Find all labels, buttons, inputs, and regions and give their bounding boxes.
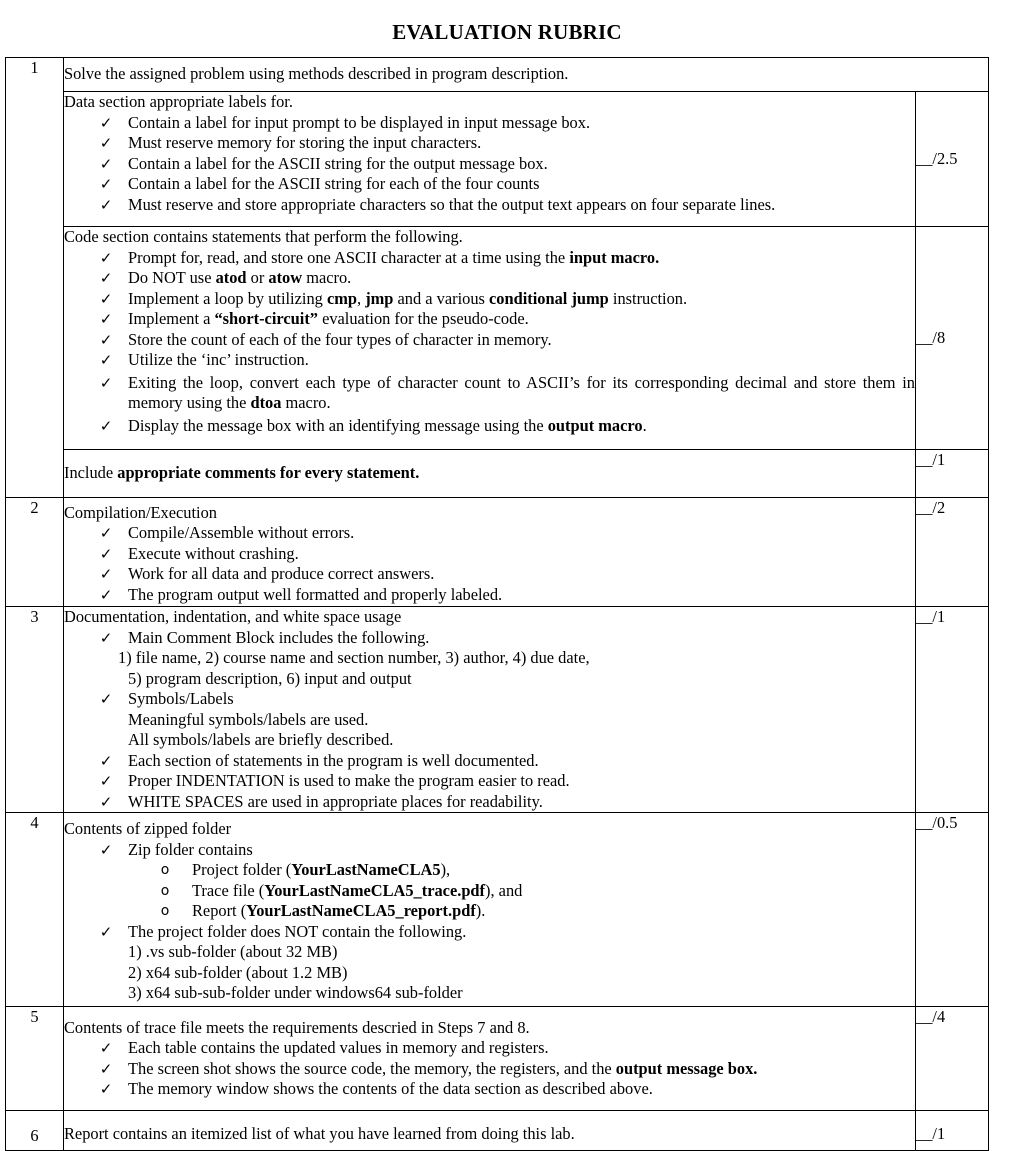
check-icon: ✓ — [99, 195, 113, 214]
score-zip-folder: __/0.5 — [916, 813, 989, 1007]
checklist-item: ✓ Contain a label for the ASCII string for the output message box. — [64, 154, 915, 175]
checklist-item: ✓ WHITE SPACES are used in appropriate places for readability. — [64, 792, 915, 813]
excluded-folder-item: 2) x64 sub-folder (about 1.2 MB) — [128, 962, 348, 982]
score-compilation: __/2 — [916, 498, 989, 607]
circle-bullet-icon: o — [160, 903, 170, 919]
check-icon: ✓ — [99, 134, 113, 152]
checklist-item: ✓ Main Comment Block includes the following. — [64, 628, 915, 649]
check-icon: ✓ — [99, 772, 113, 790]
symbols-detail: Meaningful symbols/labels are used. — [128, 709, 369, 729]
checklist-item: ✓ Zip folder contains — [64, 840, 915, 861]
checklist-item: ✓ Prompt for, read, and store one ASCII character at a time using the input macro. — [64, 248, 915, 269]
check-icon: ✓ — [99, 175, 113, 193]
zip-heading: Contents of zipped folder — [64, 819, 232, 838]
zip-content-item: o Trace file (YourLastNameCLA5_trace.pdf), and — [64, 881, 915, 902]
score-code-section: __/8 — [916, 227, 989, 450]
zip-content-item: o Report (YourLastNameCLA5_report.pdf). — [64, 901, 915, 922]
check-icon: ✓ — [99, 351, 113, 369]
section-number-1: 1 — [6, 58, 64, 498]
intro-text: Solve the assigned problem using methods described in program description. — [64, 58, 989, 92]
rubric-table — [5, 57, 989, 1151]
checklist-item: ✓ Compile/Assemble without errors. — [64, 523, 915, 544]
zip-content-item: o Project folder (YourLastNameCLA5), — [64, 860, 915, 881]
excluded-folder-item: 3) x64 sub-sub-folder under windows64 sub-folder — [128, 983, 463, 1002]
excluded-folder-item: 1) .vs sub-folder (about 32 MB) — [128, 942, 338, 961]
rubric-row-4 — [6, 813, 989, 1007]
score-documentation: __/1 — [916, 607, 989, 813]
data-section-heading: Data section appropriate labels for. — [64, 92, 293, 111]
checklist-item: ✓ Utilize the ‘inc’ instruction. — [64, 350, 915, 371]
checklist-item: ✓ Each section of statements in the program is well documented. — [64, 751, 915, 772]
section-number-4: 4 — [6, 813, 64, 1007]
check-icon: ✓ — [99, 1080, 113, 1098]
data-section-criteria — [64, 92, 916, 227]
score-data-section: __/2.5 — [916, 92, 989, 227]
check-icon: ✓ — [99, 310, 113, 328]
checklist-item: ✓ Work for all data and produce correct answers. — [64, 564, 915, 585]
check-icon: ✓ — [99, 154, 113, 173]
checklist-item: ✓ Must reserve and store appropriate characters so that the output text appears on four separate lines. — [64, 195, 915, 216]
trace-heading: Contents of trace file meets the requirements descried in Steps 7 and 8. — [64, 1017, 530, 1037]
main-block-detail: 1) file name, 2) course name and section number, 3) author, 4) due date, — [118, 648, 590, 667]
checklist-item: ✓ Exiting the loop, convert each type of character count to ASCII’s for its corresponding decimal and store them in memory using the dtoa macro. — [64, 371, 915, 416]
checklist-item: ✓ The project folder does NOT contain the following. — [64, 922, 915, 943]
check-icon: ✓ — [99, 248, 113, 267]
checklist-item: ✓ Must reserve memory for storing the input characters. — [64, 133, 915, 154]
section-number-6: 6 — [6, 1111, 64, 1151]
checklist-item: ✓ Contain a label for the ASCII string for each of the four counts — [64, 174, 915, 195]
rubric-row-2 — [6, 498, 989, 607]
checklist-item: ✓ Store the count of each of the four types of character in memory. — [64, 330, 915, 351]
checklist-item: ✓ The screen shot shows the source code, the memory, the registers, and the output message box. — [64, 1059, 915, 1080]
rubric-row-3 — [6, 607, 989, 813]
check-icon: ✓ — [99, 1039, 113, 1057]
check-icon: ✓ — [99, 416, 113, 435]
check-icon: ✓ — [99, 565, 113, 583]
section-number-5: 5 — [6, 1007, 64, 1111]
checklist-item: ✓ The memory window shows the contents of the data section as described above. — [64, 1079, 915, 1100]
rubric-row-1-intro — [6, 58, 989, 92]
checklist-item: ✓ Symbols/Labels — [64, 689, 915, 710]
checklist-item: ✓ Implement a loop by utilizing cmp, jmp and a various conditional jump instruction. — [64, 289, 915, 310]
check-icon: ✓ — [99, 289, 113, 308]
check-icon: ✓ — [99, 751, 113, 770]
checklist-item: ✓ Implement a “short-circuit” evaluation for the pseudo-code. — [64, 309, 915, 330]
score-report: __/1 — [916, 1111, 989, 1151]
rubric-row-6 — [6, 1111, 989, 1151]
check-icon: ✓ — [99, 922, 113, 941]
checklist-item: ✓ The program output well formatted and properly labeled. — [64, 585, 915, 606]
trace-file-criteria — [64, 1007, 916, 1111]
check-icon: ✓ — [99, 690, 113, 708]
score-trace-file: __/4 — [916, 1007, 989, 1111]
rubric-row-1-comments — [6, 450, 989, 498]
score-comments: __/1 — [916, 450, 989, 498]
check-icon: ✓ — [99, 544, 113, 563]
report-criteria: Report contains an itemized list of what you have learned from doing this lab. — [64, 1111, 916, 1151]
comments-criteria: Include appropriate comments for every statement. — [64, 450, 916, 498]
circle-bullet-icon: o — [160, 862, 170, 878]
check-icon: ✓ — [99, 373, 113, 392]
checklist-item: ✓ Execute without crashing. — [64, 544, 915, 565]
rubric-row-1-data — [6, 92, 989, 227]
check-icon: ✓ — [99, 585, 113, 604]
compilation-heading: Compilation/Execution — [64, 502, 217, 522]
checklist-item: ✓ Display the message box with an identifying message using the output macro. — [64, 416, 915, 437]
checklist-item: ✓ Proper INDENTATION is used to make the program easier to read. — [64, 771, 915, 792]
check-icon: ✓ — [99, 113, 113, 132]
section-number-2: 2 — [6, 498, 64, 607]
rubric-row-5 — [6, 1007, 989, 1111]
documentation-heading: Documentation, indentation, and white space usage — [64, 607, 402, 626]
documentation-criteria — [64, 607, 916, 813]
code-section-heading: Code section contains statements that perform the following. — [64, 227, 463, 246]
checklist-item: ✓ Each table contains the updated values in memory and registers. — [64, 1038, 915, 1059]
check-icon: ✓ — [99, 1059, 113, 1078]
check-icon: ✓ — [99, 269, 113, 287]
circle-bullet-icon: o — [160, 882, 170, 899]
compilation-criteria — [64, 498, 916, 607]
check-icon: ✓ — [99, 330, 113, 349]
check-icon: ✓ — [99, 792, 113, 811]
section-number-3: 3 — [6, 607, 64, 813]
checklist-item: ✓ Do NOT use atod or atow macro. — [64, 268, 915, 289]
check-icon: ✓ — [99, 524, 113, 542]
rubric-row-1-code — [6, 227, 989, 450]
check-icon: ✓ — [99, 840, 113, 859]
code-section-criteria — [64, 227, 916, 450]
page-title: EVALUATION RUBRIC — [392, 20, 622, 44]
main-block-detail: 5) program description, 6) input and output — [128, 668, 412, 688]
checklist-item: ✓ Contain a label for input prompt to be displayed in input message box. — [64, 113, 915, 134]
zip-folder-criteria — [64, 813, 916, 1007]
symbols-detail: All symbols/labels are briefly described. — [128, 730, 394, 749]
check-icon: ✓ — [99, 628, 113, 647]
